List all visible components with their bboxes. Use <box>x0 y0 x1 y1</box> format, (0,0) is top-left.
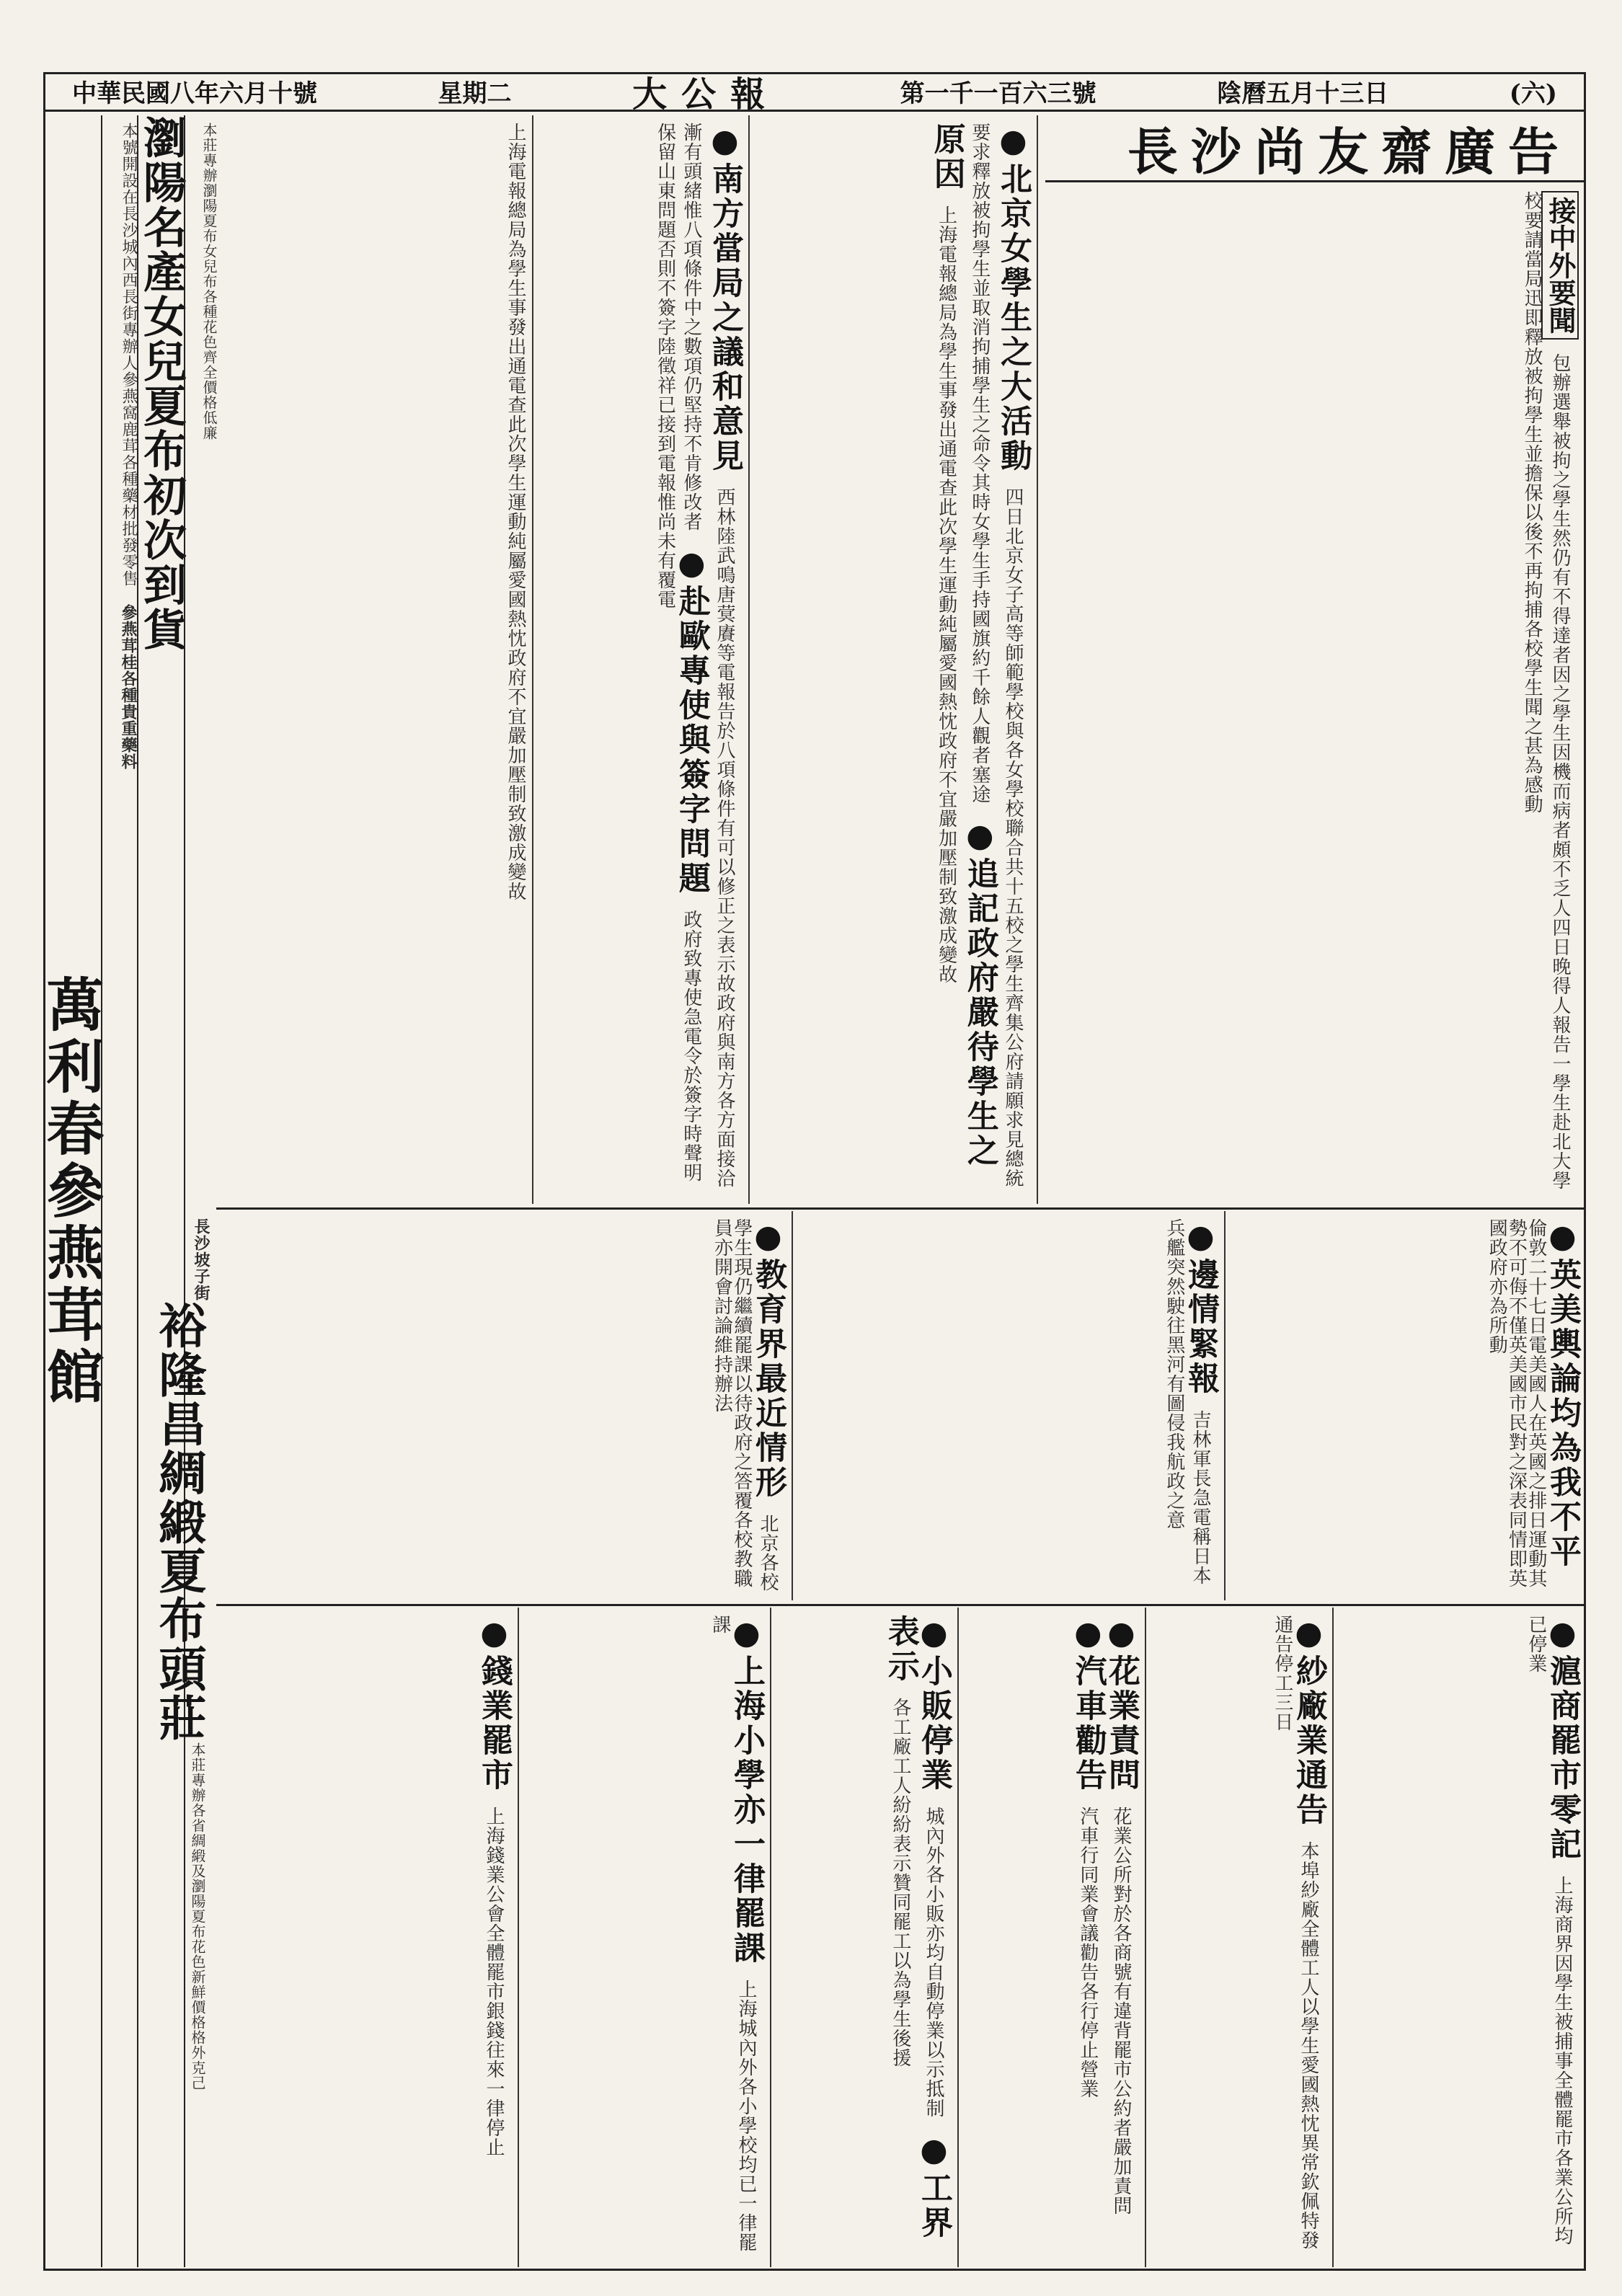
article-zhongwai <box>1045 184 1586 1204</box>
ad-liuyang-body-text: 本莊專辦瀏陽夏布女兒布各種花色齊全價格低廉 <box>200 123 218 440</box>
article-car-headline: ● 汽車勸告 <box>1070 1615 1107 1793</box>
article-misc-upper <box>216 115 533 1204</box>
article-south-peace-body: 西林陸武鳴唐蓂賡等電報告於八項條件有可以修正之表示故政府與南方各方面接洽漸有頭緒惟八項條件中之數項仍堅持不肯修改者 <box>680 123 735 1188</box>
weekday: 星期二 <box>438 79 512 108</box>
article-zhongwai-body: 包辦選舉被拘之學生然仍有不得達者因之學生因機而病者頗不乏人四日晚得人報告一學生赴北大學校要請當局迅即釋放被拘學生並擔保以後不再拘捕各校學生聞之甚為感動 <box>1521 191 1571 1190</box>
ad-wanlichun-sub: 參燕茸桂各種貴重藥料 <box>119 604 138 770</box>
article-shanghai-market <box>1334 1608 1586 2267</box>
article-business-assoc-body: 上海錢業公會全體罷市銀錢往來一律停止 <box>483 1807 505 2157</box>
article-labor <box>1146 1608 1334 2267</box>
article-industry-body: 各工廠工人紛紛表示贊同罷工以為學生後援 <box>889 1698 911 2067</box>
article-border-headline: ● 邊情緊報 <box>1182 1218 1219 1396</box>
article-flower-body: 花業公所對於各商號有違背罷市公約者嚴加責問 <box>1110 1807 1132 2215</box>
article-flower-headline: ● 花業責問 <box>1103 1615 1140 1793</box>
ad-shangyouzhai <box>1045 115 1586 180</box>
article-misc-upper-body: 上海電報總局為學生事發出通電查此次學生運動純屬愛國熱忱政府不宜嚴加壓制致激成變故 <box>505 123 526 901</box>
ad-shangyouzhai-headline: 長沙尚友齋廣告 <box>1127 121 1572 182</box>
ad-yulongchang-body: 本莊專辦各省綢緞及瀏陽夏布花色新鮮價格格外克己 <box>189 1742 206 2091</box>
ad-liuyang-headline: 瀏陽名產女兒夏布初次到貨 <box>136 115 187 652</box>
section-rule <box>216 1207 1586 1210</box>
article-small-trade-body: 城內外各小販亦均自動停業以示抵制 <box>923 1807 944 2118</box>
article-persecution-headline: ● 追記政府嚴待學生之原因 <box>929 123 998 1169</box>
ad-yulongchang-headline: 裕隆昌綢緞夏布頭莊 <box>151 1301 207 1742</box>
article-industry-headline: ● 工界表示 <box>882 1615 952 2240</box>
article-south-peace <box>533 115 750 1204</box>
article-shanghai-market-headline: ● 滬商罷市零記 <box>1544 1615 1581 1862</box>
article-labor-headline: ● 紗廠業通告 <box>1290 1615 1327 1827</box>
article-south-peace-headline: ● 南方當局之議和意見 <box>706 123 743 474</box>
article-education <box>216 1211 793 1600</box>
issue-number: 第一千一百六三號 <box>900 79 1096 108</box>
article-beijing-girls <box>750 115 1038 1204</box>
section-rule <box>216 1604 1586 1606</box>
article-envoy-body: 政府致專使急電令於簽字時聲明保留山東問題否則不簽字陸徵祥已接到電報惟尚未有覆電 <box>654 123 702 1182</box>
old-calendar-date: 陰曆五月十三日 <box>1217 79 1389 108</box>
article-school-sh-body: 上海城內外各小學校均已一律罷課 <box>709 1615 757 2252</box>
article-anglo-us-body: 倫敦二十七日電美國人在英國之排日運動其勢不可侮不僅英美國市民對之深表同情即英國政府亦為所動 <box>1486 1218 1547 1588</box>
article-education-body: 北京各校學生現仍繼續罷課以待政府之答覆各校教職員亦開會討論維持辦法 <box>711 1218 779 1592</box>
article-border-body: 吉林軍長急電稱日本兵艦突然駛往黑河有圖侵我航政之意 <box>1163 1218 1211 1585</box>
article-school-sh-headline: ● 上海小學亦一律罷課 <box>728 1615 765 1966</box>
article-persecution-body: 上海電報總局為學生事發出通電查此次學生運動純屬愛國熱忱政府不宜嚴加壓制致激成變故 <box>935 205 957 984</box>
article-car-body: 汽車行同業會議勸告各行停止營業 <box>1076 1807 1099 2098</box>
date-line: 中華民國八年六月十號 <box>72 79 317 108</box>
ad-wanlichun <box>37 115 105 2267</box>
ad-wanlichun-headline: 萬利春參燕茸館 <box>37 974 105 1409</box>
article-shanghai-market-body: 上海商界因學生被捕事全體罷市各業公所均已停業 <box>1525 1615 1573 2246</box>
article-beijing-girls-headline: ● 北京女學生之大活動 <box>995 123 1032 474</box>
article-zhongwai-label: 接中外要聞 <box>1541 191 1579 340</box>
article-school-sh <box>519 1608 771 2267</box>
article-beijing-girls-body: 四日北京女子高等師範學校與各女學校聯合共十五校之學生齊集公府請願求見總統要求釋放被拘學生並取消拘捕學生之命令其時女學生手持國旗約千餘人觀者塞途 <box>968 123 1024 1188</box>
article-education-headline: ● 教育界最近情形 <box>750 1218 786 1500</box>
article-flower <box>959 1608 1146 2267</box>
article-business-assoc-headline: ● 錢業罷市 <box>476 1615 513 1793</box>
page-number: (六) <box>1509 79 1557 108</box>
article-small-trade <box>771 1608 959 2267</box>
paper-name: 大公報 <box>632 74 780 115</box>
ad-yulongchang-sub: 長沙坡子街 <box>192 1218 210 1301</box>
article-anglo-us <box>1226 1211 1586 1600</box>
ad-wanlichun-body-text: 本號開設在長沙城內西長街專辦人參燕窩鹿茸各種藥材批發零售 <box>120 123 138 587</box>
article-business-assoc <box>216 1608 519 2267</box>
article-anglo-us-headline: ● 英美輿論均為我不平 <box>1544 1218 1581 1569</box>
article-small-trade-headline: ● 小販停業 <box>916 1615 952 1793</box>
article-envoy-headline: ● 赴歐專使與簽字問題 <box>673 545 710 896</box>
article-border <box>793 1211 1226 1600</box>
article-labor-body: 本埠紗廠全體工人以學生愛國熱忱異常欽佩特發通告停工三日 <box>1271 1615 1319 2250</box>
ad-yulongchang <box>101 1211 216 2267</box>
